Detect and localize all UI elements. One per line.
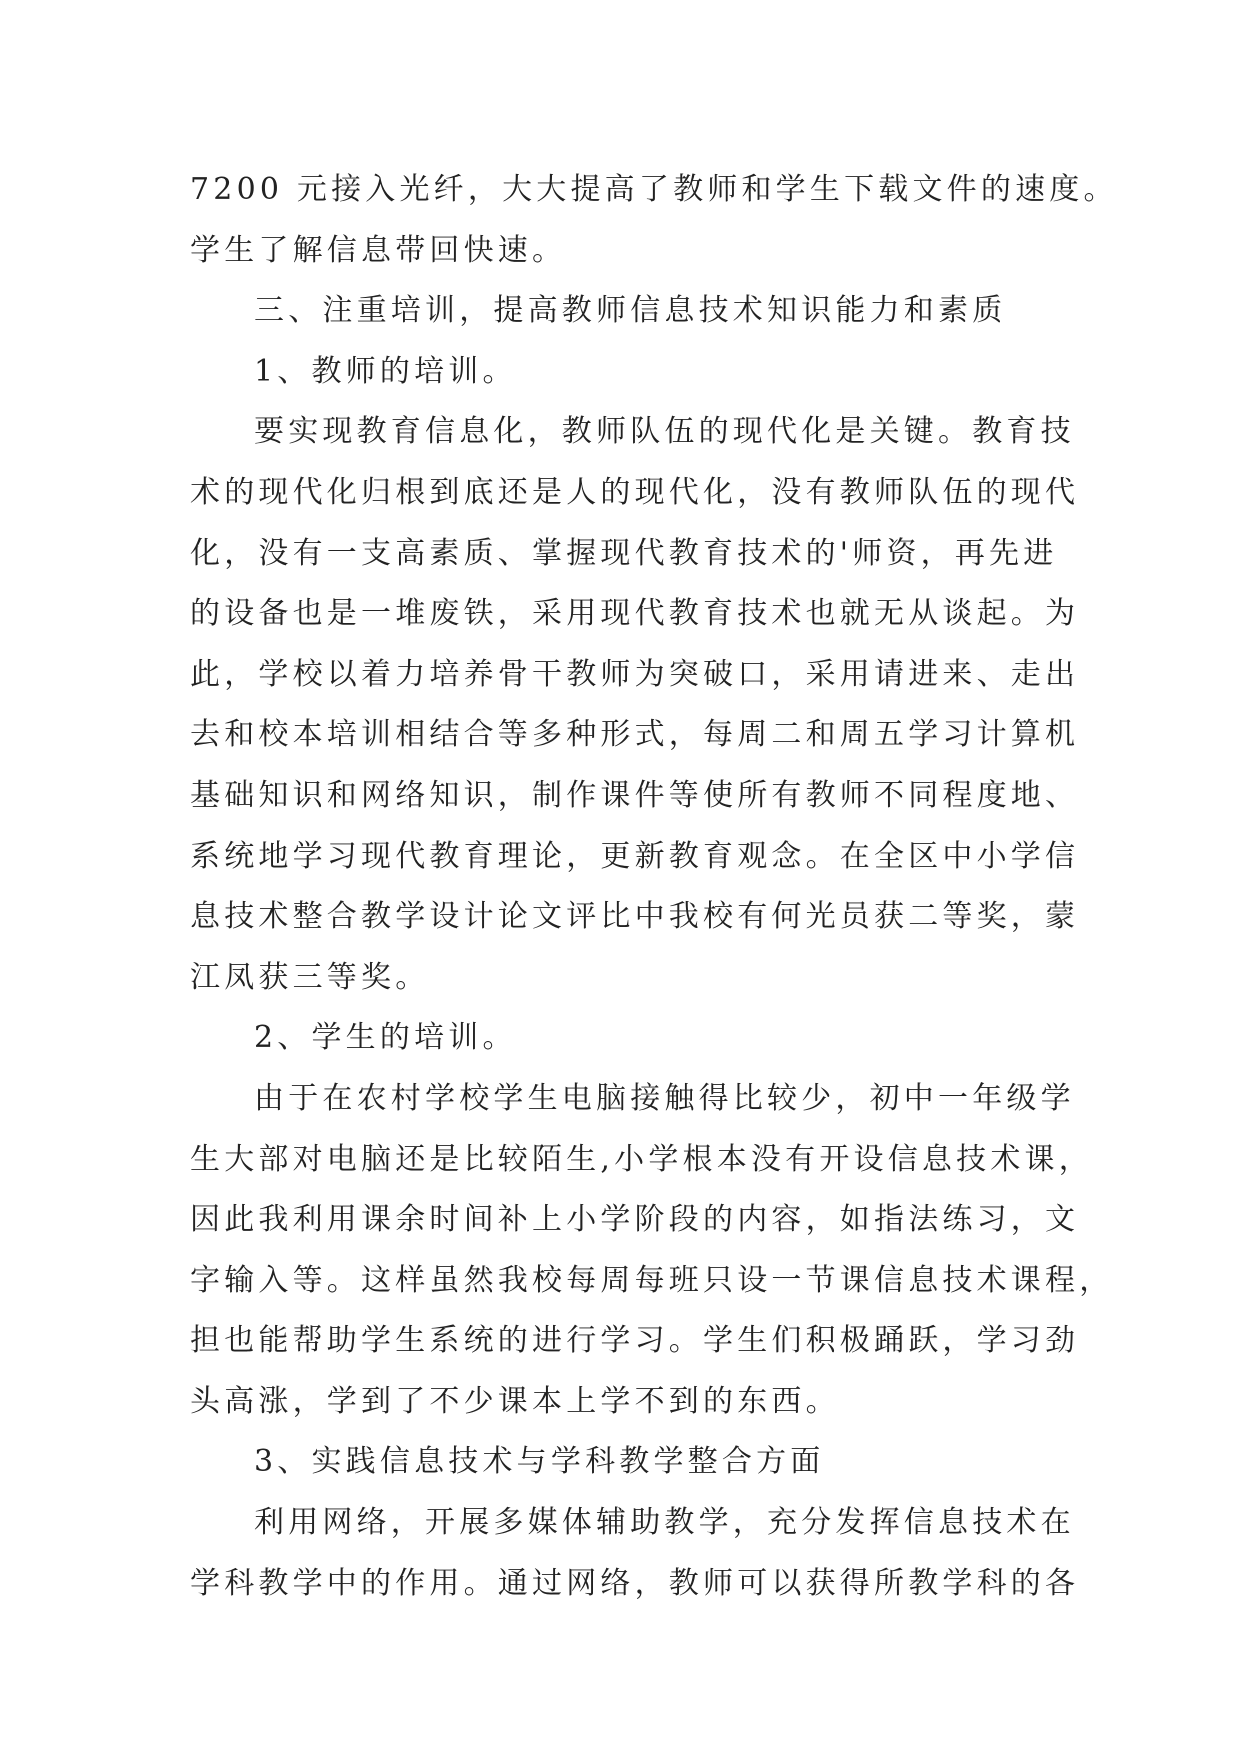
text-line: 的设备也是一堆废铁，采用现代教育技术也就无从谈起。为 [190,596,1080,632]
text-line: 头高涨，学到了不少课本上学不到的东西。 [190,1383,840,1419]
text-line: 学生了解信息带回快速。 [190,232,567,268]
text-line: 化，没有一支高素质、掌握现代教育技术的'师资，再先进 [190,535,1058,571]
subsection-heading: 3、实践信息技术与学科教学整合方面 [254,1444,825,1480]
text-line: 生大部对电脑还是比较陌生,小学根本没有开设信息技术课， [190,1141,1093,1177]
text-line: 息技术整合教学设计论文评比中我校有何光员获二等奖，蒙 [190,899,1080,935]
paragraph-start: 要实现教育信息化，教师队伍的现代化是关键。教育技 [254,414,1075,450]
paragraph-start: 利用网络，开展多媒体辅助教学，充分发挥信息技术在 [254,1505,1075,1541]
text-line: 此，学校以着力培养骨干教师为突破口，采用请进来、走出 [190,656,1080,692]
text-line: 术的现代化归根到底还是人的现代化，没有教师队伍的现代 [190,474,1080,510]
text-line: 学科教学中的作用。通过网络，教师可以获得所教学科的各 [190,1565,1080,1601]
subsection-heading: 1、教师的培训。 [254,353,517,389]
text-line: 7200 元接入光纤，大大提高了教师和学生下载文件的速度。 [190,172,1118,207]
text-line: 担也能帮助学生系统的进行学习。学生们积极踊跃，学习劲 [190,1323,1080,1359]
text-line: 基础知识和网络知识，制作课件等使所有教师不同程度地、 [190,777,1080,813]
text-line: 因此我利用课余时间补上小学阶段的内容，如指法练习，文 [190,1202,1080,1238]
text-line: 江凤获三等奖。 [190,959,430,995]
section-heading: 三、注重培训，提高教师信息技术知识能力和素质 [254,293,1007,329]
subsection-heading: 2、学生的培训。 [254,1020,517,1056]
text-line: 系统地学习现代教育理论，更新教育观念。在全区中小学信 [190,838,1080,874]
text-line: 字输入等。这样虽然我校每周每班只设一节课信息技术课程， [190,1262,1114,1298]
paragraph-start: 由于在农村学校学生电脑接触得比较少，初中一年级学 [254,1080,1075,1116]
document-body [190,160,1118,1614]
text-line: 去和校本培训相结合等多种形式，每周二和周五学习计算机 [190,717,1080,753]
